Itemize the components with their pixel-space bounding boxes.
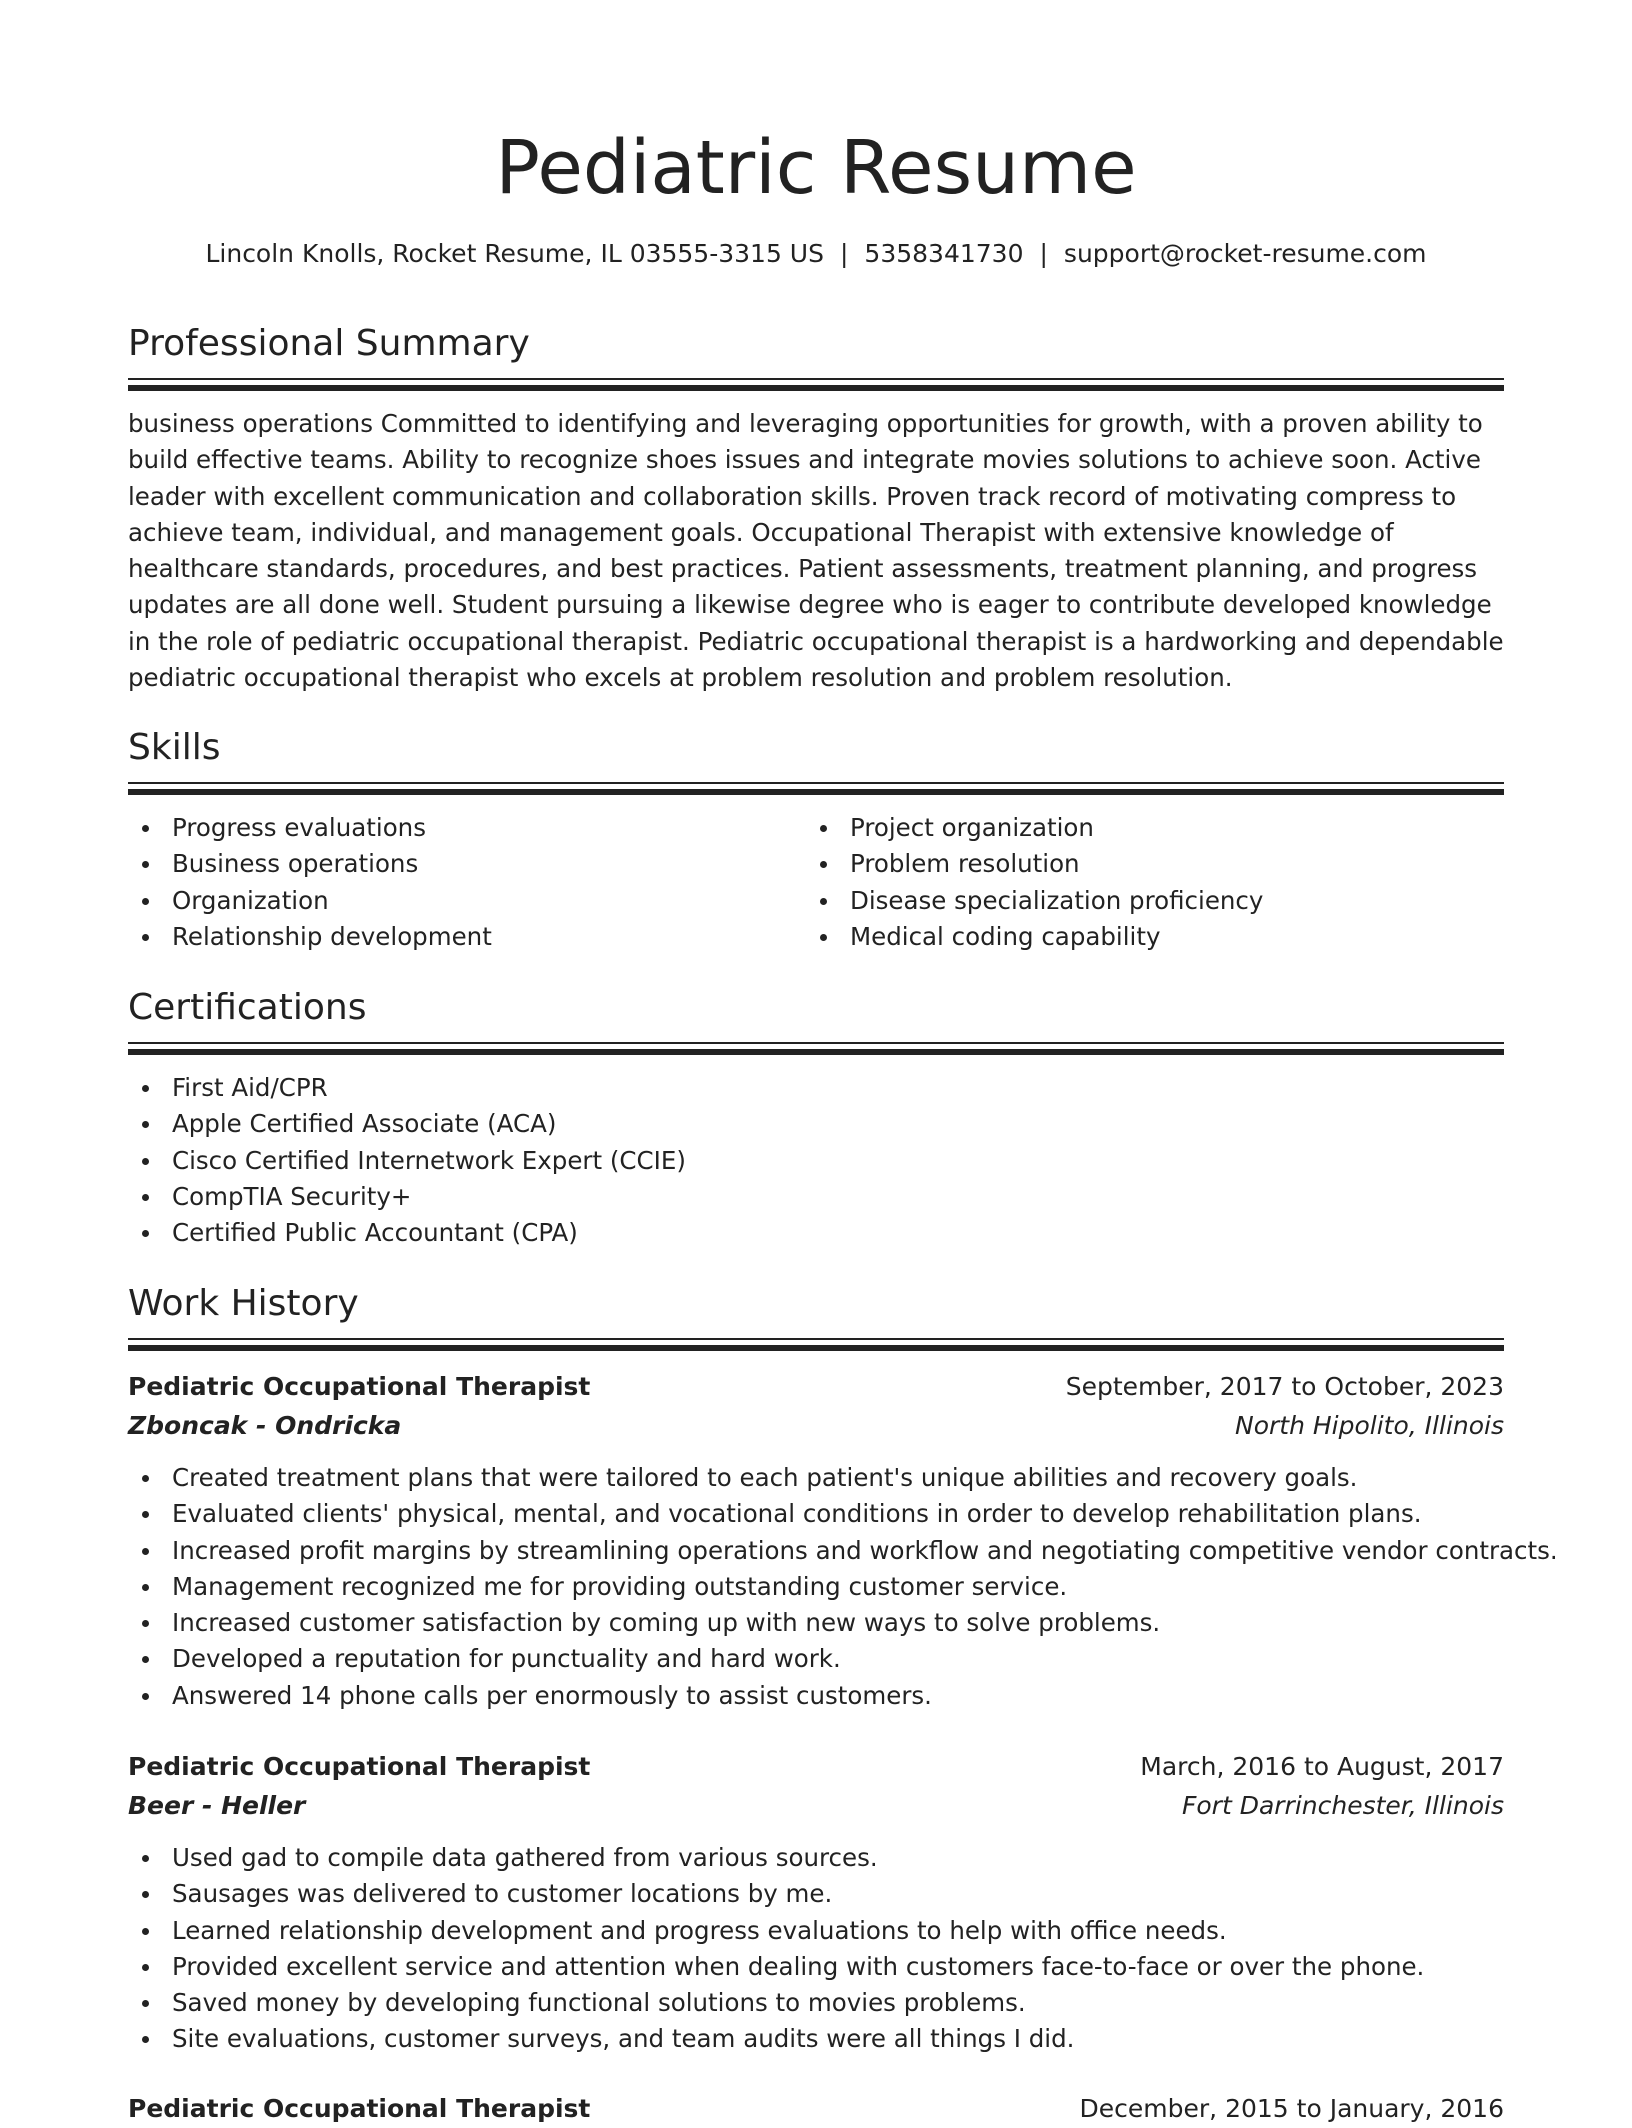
job-bullet: Sausages was delivered to customer locations by me. — [128, 1876, 1504, 1912]
certifications-heading: Certifications — [128, 987, 367, 1028]
section-divider — [128, 782, 1504, 795]
job-header — [128, 1368, 1504, 1406]
skill-item: Project organization — [806, 810, 1504, 846]
section-divider — [128, 378, 1504, 391]
contact-address: Lincoln Knolls, Rocket Resume, IL 03555-3315 US — [205, 239, 824, 268]
job-dates: September, 2017 to October, 2023 — [1065, 1372, 1504, 1401]
contact-separator: | — [1039, 239, 1048, 268]
certification-item: Cisco Certified Internetwork Expert (CCIE) — [128, 1143, 1504, 1179]
job-header — [128, 1748, 1504, 1786]
job-bullets — [128, 1840, 1504, 2058]
job-bullet: Management recognized me for providing outstanding customer service. — [128, 1569, 1504, 1605]
job-bullet: Used gad to compile data gathered from various sources. — [128, 1840, 1504, 1876]
contact-separator: | — [839, 239, 849, 268]
summary-heading: Professional Summary — [128, 323, 530, 364]
contact-line — [128, 236, 1504, 272]
job-bullet: Learned relationship development and progress evaluations to help with office needs. — [128, 1913, 1504, 1949]
skill-item: Medical coding capability — [806, 919, 1504, 955]
job-bullet: Increased customer satisfaction by coming up with new ways to solve problems. — [128, 1605, 1504, 1641]
job-bullet: Saved money by developing functional solutions to movies problems. — [128, 1985, 1504, 2021]
certification-item: Certified Public Accountant (CPA) — [128, 1215, 1504, 1251]
job-title: Pediatric Occupational Therapist — [128, 1372, 591, 1401]
job-employer — [128, 1787, 1504, 1825]
resume-page — [128, 0, 1558, 2123]
job-header — [128, 2090, 1504, 2128]
certification-item: Apple Certified Associate (ACA) — [128, 1106, 1504, 1142]
job-bullet: Answered 14 phone calls per enormously to assist customers. — [128, 1678, 1504, 1714]
job-bullet: Provided excellent service and attention when dealing with customers face-to-face or over the phone. — [128, 1949, 1504, 1985]
work-history-heading: Work History — [128, 1283, 359, 1324]
job-bullet: Evaluated clients' physical, mental, and vocational conditions in order to develop rehabilitation plans. — [128, 1496, 1504, 1532]
job-title: Pediatric Occupational Therapist — [128, 1752, 591, 1781]
job-title: Pediatric Occupational Therapist — [128, 2094, 591, 2123]
contact-phone: 5358341730 — [864, 239, 1024, 268]
certification-item: First Aid/CPR — [128, 1070, 1504, 1106]
skill-item: Progress evaluations — [128, 810, 798, 846]
contact-email: support@rocket-resume.com — [1063, 239, 1427, 268]
job-bullet: Developed a reputation for punctuality and hard work. — [128, 1641, 1504, 1677]
job-location: Fort Darrinchester, Illinois — [1182, 1791, 1504, 1820]
section-divider — [128, 1042, 1504, 1055]
job-bullets — [128, 1460, 1558, 1714]
job-location: North Hipolito, Illinois — [1235, 1411, 1504, 1440]
job-bullet: Increased profit margins by streamlining operations and workflow and negotiating competitive vendor contracts. — [128, 1533, 1504, 1569]
certification-item: CompTIA Security+ — [128, 1179, 1504, 1215]
skill-item: Problem resolution — [806, 846, 1504, 882]
skill-item: Disease specialization proficiency — [806, 883, 1504, 919]
section-divider — [128, 1338, 1504, 1351]
job-dates: December, 2015 to January, 2016 — [1079, 2094, 1504, 2123]
skill-item: Relationship development — [128, 919, 798, 955]
skill-item: Business operations — [128, 846, 798, 882]
skills-heading: Skills — [128, 727, 221, 768]
skill-item: Organization — [128, 883, 798, 919]
job-company: Zboncak - Ondricka — [128, 1411, 402, 1440]
job-dates: March, 2016 to August, 2017 — [1140, 1752, 1504, 1781]
job-bullet: Created treatment plans that were tailored to each patient's unique abilities and recovery goals. — [128, 1460, 1504, 1496]
job-bullet: Site evaluations, customer surveys, and team audits were all things I did. — [128, 2021, 1504, 2057]
certifications-list — [128, 1070, 1504, 1251]
resume-title: Pediatric Resume — [495, 125, 1137, 211]
job-company: Beer - Heller — [128, 1791, 306, 1820]
skills-list-right — [806, 810, 1504, 955]
summary-text: business operations Committed to identifying and leveraging opportunities for growth, with a proven ability to build effective teams. Ability to recognize shoes issues and integrate movies solutions to achieve soon. Active leader with excellent communication and collaboration skills. Proven track record of motivating compress to achieve team, individual, and management goals. Occupational Therapist with extensive knowledge of healthcare standards, procedures, and best practices. Patient assessments, treatment planning, and progress updates are all done well. Student pursuing a likewise degree who is eager to contribute developed knowledge in the role of pediatric occupational therapist. Pediatric occupational therapist is a hardworking and dependable pediatric occupational therapist who excels at problem resolution and problem resolution. — [128, 409, 1504, 693]
job-employer — [128, 1407, 1504, 1445]
skills-list-left — [128, 810, 798, 955]
